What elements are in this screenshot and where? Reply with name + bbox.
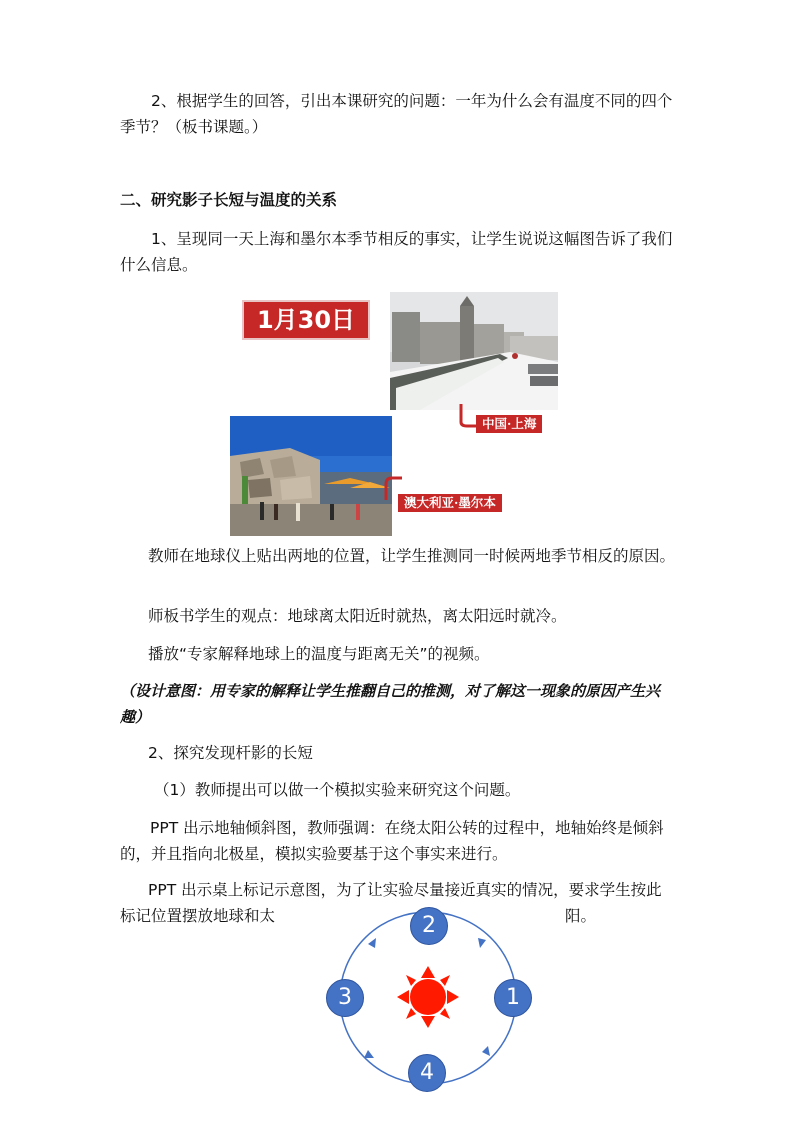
label-shanghai: 中国·上海 [476, 415, 542, 433]
orbit-arrow-ne [478, 938, 486, 948]
orbit-position-2: 2 [410, 907, 448, 945]
orbit-arrow-nw [368, 938, 376, 948]
paragraph-explore-shadow: 2、探究发现杆影的长短 [148, 744, 313, 762]
paragraph-axis-tilt: PPT 出示地轴倾斜图，教师强调：在绕太阳公转的过程中，地轴始终是倾斜的，并且指向北极星，模拟实验要基于这个事实来进行。 [120, 819, 664, 863]
sun-icon [397, 966, 459, 1028]
orbit-arrow-se [482, 1046, 490, 1056]
design-intent-note: （设计意图：用专家的解释让学生推翻自己的推测，对了解这一现象的原因产生兴趣） [120, 682, 661, 726]
orbit-position-4: 4 [408, 1054, 446, 1092]
paragraph-globe-positions: 教师在地球仪上贴出两地的位置，让学生推测同一时候两地季节相反的原因。 [148, 547, 676, 565]
paragraph-desk-marks-c: 阳。 [565, 907, 597, 925]
paragraph-board-notes: 师板书学生的观点：地球离太阳近时就热，离太阳远时就冷。 [148, 607, 567, 625]
paragraph-shanghai-melbourne: 1、呈现同一天上海和墨尔本季节相反的事实，让学生说说这幅图告诉了我们什么信息。 [120, 230, 673, 274]
paragraph-desk-marks-a: PPT 出示桌上标记示意图，为了让实验尽量接近真实的情况，要求学生按此 [148, 881, 662, 899]
label-melbourne: 澳大利亚·墨尔本 [398, 494, 502, 512]
paragraph-desk-marks-b: 标记位置摆放地球和太 [120, 907, 276, 925]
date-badge: 1月30日 [244, 302, 368, 338]
orbit-position-3: 3 [326, 979, 364, 1017]
shanghai-snow-photo [390, 292, 558, 410]
paragraph-video: 播放“专家解释地球上的温度与距离无关”的视频。 [148, 645, 490, 663]
melbourne-summer-photo [230, 416, 392, 536]
paragraph-simulation: （1）教师提出可以做一个模拟实验来研究这个问题。 [154, 781, 521, 799]
section-heading-shadow-temperature: 二、研究影子长短与温度的关系 [120, 191, 338, 209]
paragraph-intro-question: 2、根据学生的回答，引出本课研究的问题：一年为什么会有温度不同的四个季节？（板书课题。） [120, 92, 673, 136]
orbit-arrow-sw [364, 1050, 374, 1058]
orbit-position-1: 1 [494, 979, 532, 1017]
